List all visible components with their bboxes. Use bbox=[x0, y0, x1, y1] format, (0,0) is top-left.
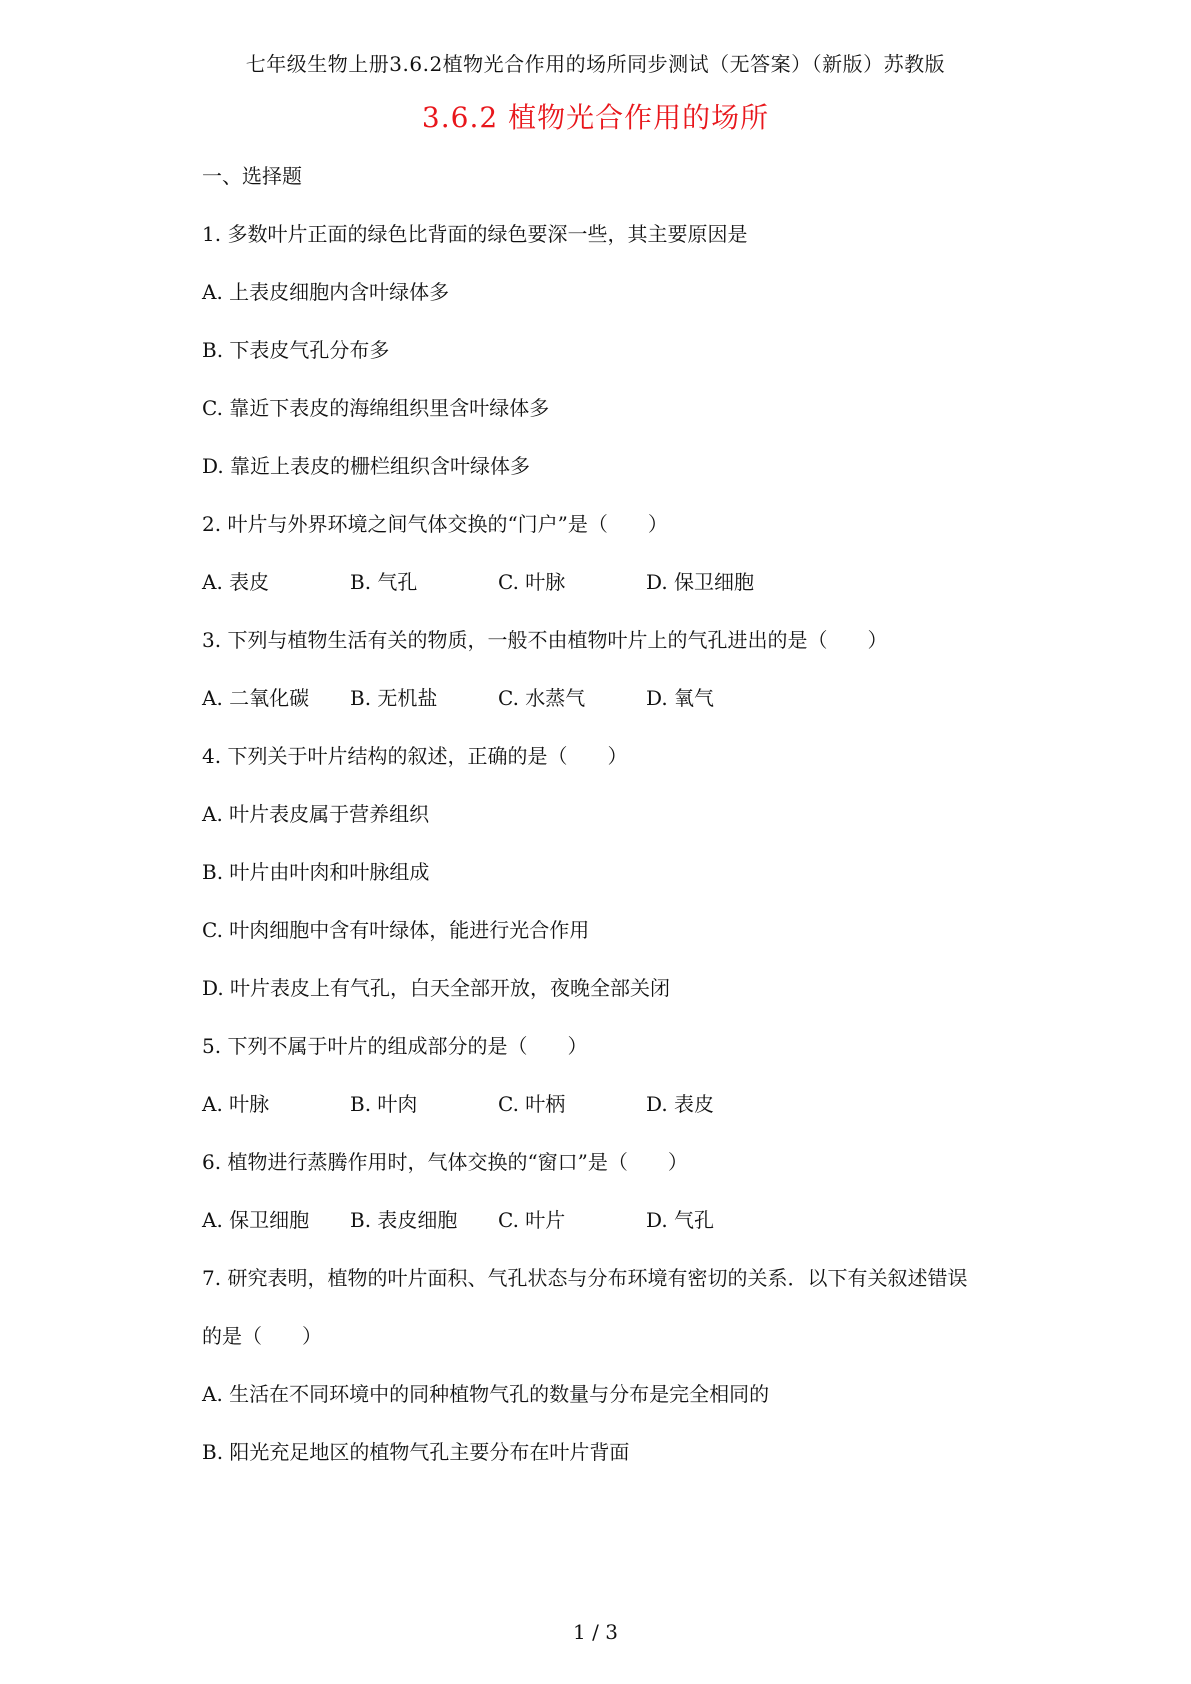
question-7-stem-line-1: 7. 研究表明，植物的叶片面积、气孔状态与分布环境有密切的关系．以下有关叙述错误 bbox=[202, 1266, 968, 1290]
question-5-option-d: D. 表皮 bbox=[646, 1092, 715, 1116]
question-7-stem-line-2: 的是（ ） bbox=[202, 1324, 322, 1348]
question-7-option-a: A. 生活在不同环境中的同种植物气孔的数量与分布是完全相同的 bbox=[202, 1382, 770, 1406]
question-1-stem: 1. 多数叶片正面的绿色比背面的绿色要深一些，其主要原因是 bbox=[202, 222, 748, 246]
question-2-options bbox=[202, 566, 794, 595]
question-2-option-a: A. 表皮 bbox=[202, 570, 270, 594]
question-1-option-c: C. 靠近下表皮的海绵组织里含叶绿体多 bbox=[202, 396, 550, 420]
question-2-option-c: C. 叶脉 bbox=[498, 570, 566, 594]
question-3-stem: 3. 下列与植物生活有关的物质，一般不由植物叶片上的气孔进出的是（ ） bbox=[202, 628, 888, 652]
question-5-option-a: A. 叶脉 bbox=[202, 1092, 270, 1116]
question-3-option-c: C. 水蒸气 bbox=[498, 686, 586, 710]
question-2-stem: 2. 叶片与外界环境之间气体交换的“门户”是（ ） bbox=[202, 512, 668, 536]
question-6-option-d: D. 气孔 bbox=[646, 1208, 715, 1232]
question-5-option-b: B. 叶肉 bbox=[350, 1092, 418, 1116]
document-title: 3.6.2 植物光合作用的场所 bbox=[421, 101, 770, 134]
question-1-option-b: B. 下表皮气孔分布多 bbox=[202, 338, 390, 362]
question-4-option-a: A. 叶片表皮属于营养组织 bbox=[202, 802, 430, 826]
question-4-option-b: B. 叶片由叶肉和叶脉组成 bbox=[202, 860, 430, 884]
question-5-options bbox=[202, 1088, 794, 1117]
document-header: 七年级生物上册3.6.2植物光合作用的场所同步测试（无答案）（新版）苏教版 bbox=[245, 52, 946, 76]
question-3-option-d: D. 氧气 bbox=[646, 686, 715, 710]
question-4-stem: 4. 下列关于叶片结构的叙述，正确的是（ ） bbox=[202, 744, 628, 768]
question-6-option-b: B. 表皮细胞 bbox=[350, 1208, 458, 1232]
question-1-option-d: D. 靠近上表皮的栅栏组织含叶绿体多 bbox=[202, 454, 531, 478]
question-6-options bbox=[202, 1204, 794, 1233]
question-6-option-a: A. 保卫细胞 bbox=[202, 1208, 310, 1232]
question-3-option-a: A. 二氧化碳 bbox=[202, 686, 310, 710]
question-5-stem: 5. 下列不属于叶片的组成部分的是（ ） bbox=[202, 1034, 588, 1058]
question-3-options bbox=[202, 682, 794, 711]
question-2-option-b: B. 气孔 bbox=[350, 570, 418, 594]
question-5-option-c: C. 叶柄 bbox=[498, 1092, 566, 1116]
question-7-option-b: B. 阳光充足地区的植物气孔主要分布在叶片背面 bbox=[202, 1440, 630, 1464]
question-6-stem: 6. 植物进行蒸腾作用时，气体交换的“窗口”是（ ） bbox=[202, 1150, 688, 1174]
section-heading: 一、选择题 bbox=[202, 164, 302, 188]
question-3-option-b: B. 无机盐 bbox=[350, 686, 438, 710]
question-4-option-d: D. 叶片表皮上有气孔，白天全部开放，夜晚全部关闭 bbox=[202, 976, 671, 1000]
question-4-option-c: C. 叶肉细胞中含有叶绿体，能进行光合作用 bbox=[202, 918, 590, 942]
question-2-option-d: D. 保卫细胞 bbox=[646, 570, 755, 594]
question-6-option-c: C. 叶片 bbox=[498, 1208, 566, 1232]
page-number: 1 / 3 bbox=[573, 1620, 618, 1644]
question-1-option-a: A. 上表皮细胞内含叶绿体多 bbox=[202, 280, 450, 304]
